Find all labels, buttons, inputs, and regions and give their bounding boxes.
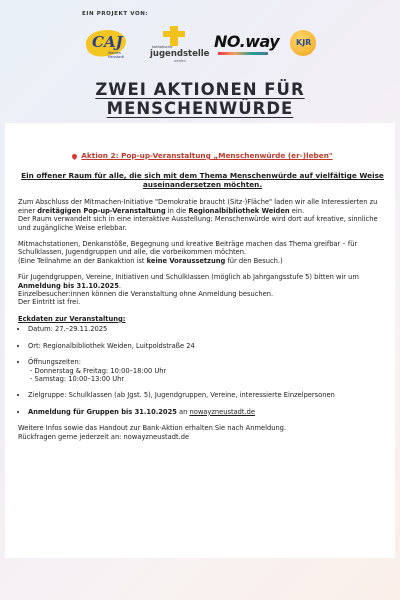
list-item: • Ort: Regionalbibliothek Weiden, Luitpoldstraße 24 — [28, 342, 387, 350]
list-item: • Zielgruppe: Schulklassen (ab Jgst. 5), Jugendgruppen, Vereine, interessierte Einzelpersonen — [28, 391, 387, 399]
jugendstelle-logo-icon: katholische jugendstelle weiden — [150, 26, 200, 62]
page-title: ZWEI AKTIONEN FÜR MENSCHENWÜRDE — [95, 80, 305, 118]
header — [0, 0, 400, 120]
pin-icon — [71, 152, 78, 159]
list-item: • Anmeldung für Gruppen bis 31.10.2025 an nowayzneustadt.de — [28, 408, 387, 416]
aktion-title: Aktion 2: Pop-up-Veranstaltung „Menschenwürde (er-)leben" — [18, 152, 387, 160]
registration-link[interactable]: nowayzneustadt.de — [189, 407, 256, 416]
stations-paragraph: Mitmachstationen, Denkanstöße, Begegnung und kreative Beiträge machen das Thema greifbar – für Schulklassen, Jugendgruppen und alle, die vorbeikommen möchten. (Eine Teilnahme an der Bankaktion ist keine Voraussetzung für den Besuch.) — [18, 240, 358, 265]
closing-paragraph: Weitere Infos sowie das Handout zur Bank-Aktion erhalten Sie nach Anmeldung. Rückfragen gerne jederzeit an: nowayzneustadt.de — [18, 424, 287, 441]
intro-paragraph: Zum Abschluss der Mitmachen-Initiative "Demokratie braucht (Sitz-)Fläche" laden wir alle Interessierten zu einer dreitägigen Pop-up-Veranstaltung in die Regionalbibliothek Weiden ein. Der Raum verwandelt sich in eine interaktive Ausstellung: Menschenwürde wird dort auf kreative, sinnliche und zugängliche Weise erlebbar. — [18, 198, 378, 232]
list-item: • Öffnungszeiten: - Donnerstag & Freitag: 10:00–18:00 Uhr - Samstag: 10:00–13:00 Uhr — [28, 358, 387, 383]
facts-heading: Eckdaten zur Veranstaltung: — [18, 314, 126, 323]
kjr-logo-icon: KJR — [290, 30, 318, 58]
list-item: • Datum: 27.–29.11.2025 — [28, 325, 387, 333]
content-card — [5, 123, 395, 558]
groups-paragraph: Für Jugendgruppen, Vereine, Initiativen und Schulklassen (möglich ab Jahrgangsstufe 5) bitten wir um Anmeldung bis 31.10.2025. Einzelbesucher:innen können die Veranstaltung ohne Anmeldung besuchen. Der Eintritt ist frei. — [18, 273, 359, 307]
project-label: EIN PROJEKT VON: — [82, 11, 149, 17]
facts-list — [18, 325, 387, 416]
subtitle: Ein offener Raum für alle, die sich mit dem Thema Menschenwürde auf vielfältige Weise auseinandersetzen möchten. — [21, 171, 384, 190]
caj-logo-icon: CAJ Weiden Neustadt — [86, 28, 132, 60]
noway-logo-icon: NO.way — [212, 32, 272, 56]
